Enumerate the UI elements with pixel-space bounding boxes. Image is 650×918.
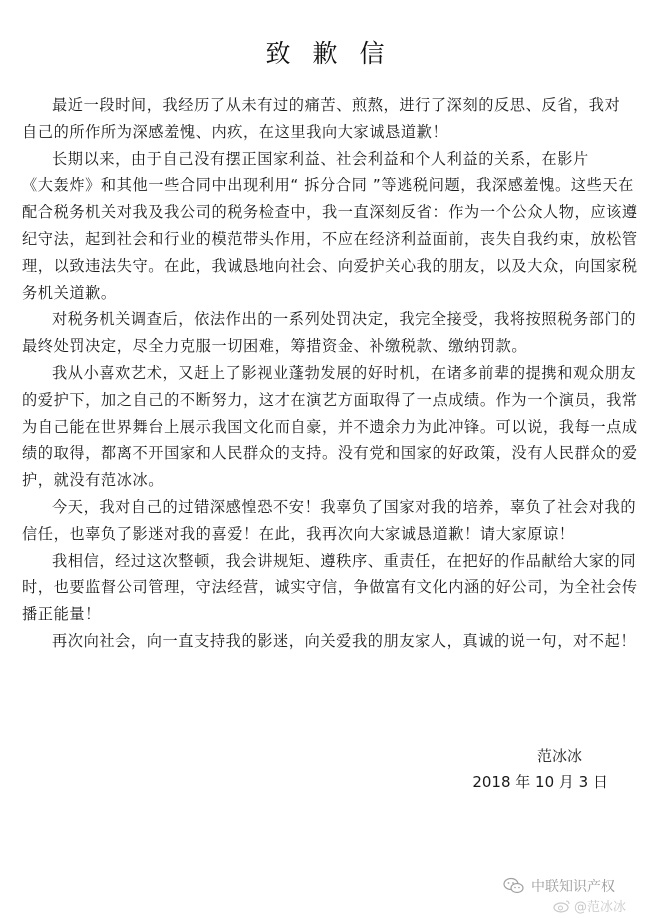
paragraph-6-line-1: 我相信，经过这次整顿，我会讲规矩、遵秩序、重责任，在把好的作品献给大家的同 — [52, 551, 637, 570]
paragraph-1-line-1: 最近一段时间，我经历了从未有过的痛苦、煎熬，进行了深刻的反思、反省，我对 — [52, 96, 621, 114]
paragraph-4-line-1: 我从小喜欢艺术，又赶上了影视业蓬勃发展的好时机，在诸多前辈的提携和观众朋友 — [52, 363, 637, 382]
paragraph-6-line-2: 时，也要监督公司管理，守法经营，诚实守信，争做富有文化内涵的好公司，为全社会传 — [22, 578, 638, 597]
paragraph-5-line-2: 信任，也辜负了影迷对我的喜爱！在此，我再次向大家诚恳道歉！请大家原谅！ — [22, 524, 575, 543]
paragraph-4-line-5: 护，就没有范冰冰。 — [22, 471, 165, 490]
paragraph-3-line-2: 最终处罚决定，尽全力克服一切困难，筹措资金、补缴税款、缴纳罚款。 — [22, 337, 528, 356]
letter-body — [22, 92, 638, 655]
paragraph-4-line-2: 的爱护下，加之自己的不断努力，这才在演艺方面取得了一点成绩。作为一个演员，我常 — [22, 390, 638, 409]
signature: 范冰冰 — [536, 747, 582, 765]
weibo-watermark-text: @范冰冰 — [574, 900, 627, 915]
paragraph-4-line-3: 为自己能在世界舞台上展示我国文化而自豪，并不遗余力为此冲锋。可以说，我每一点成 — [22, 417, 638, 436]
paragraph-6-line-3: 播正能量！ — [22, 605, 101, 624]
paragraph-2-line-2: 《大轰炸》和其他一些合同中出现利用“ 拆分合同 ”等逃税问题，我深感羞愧。这些天在 — [22, 176, 634, 195]
paragraph-2-line-6: 务机关道歉。 — [22, 283, 117, 302]
paragraph-2-line-1: 长期以来，由于自己没有摆正国家利益、社会利益和个人利益的关系，在影片 — [52, 149, 589, 168]
paragraph-7-line-1: 再次向社会，向一直支持我的影迷，向关爱我的朋友家人，真诚的说一句，对不起！ — [52, 631, 637, 650]
paragraph-2-line-3: 配合税务机关对我及我公司的税务检查中，我一直深刻反省：作为一个公众人物，应该遵 — [22, 203, 638, 222]
paragraph-4-line-4: 绩的取得，都离不开国家和人民群众的支持。没有党和国家的好政策，没有人民群众的爱 — [22, 444, 638, 463]
wechat-watermark — [503, 876, 615, 896]
paragraph-5-line-1: 今天，我对自己的过错深感惶恐不安！我辜负了国家对我的培养，辜负了社会对我的 — [52, 497, 637, 516]
wechat-icon — [503, 877, 525, 895]
wechat-watermark-text: 中联知识产权 — [531, 879, 615, 895]
document-title: 致歉信 — [265, 39, 407, 68]
weibo-icon — [553, 899, 571, 913]
paragraph-3-line-1: 对税务机关调查后，依法作出的一系列处罚决定，我完全接受，我将按照税务部门的 — [52, 310, 637, 329]
weibo-watermark — [553, 896, 626, 915]
paragraph-2-line-4: 纪守法，起到社会和行业的模范带头作用，不应在经济利益面前，丧失自我约束，放松管 — [22, 229, 638, 248]
letter-date: 2018 年 10 月 3 日 — [472, 773, 608, 791]
paragraph-1-line-2: 自己的所作所为深感羞愧、内疚，在这里我向大家诚恳道歉！ — [22, 122, 449, 141]
paragraph-2-line-5: 理，以致违法失守。在此，我诚恳地向社会、向爱护关心我的朋友，以及大众，向国家税 — [22, 256, 638, 275]
